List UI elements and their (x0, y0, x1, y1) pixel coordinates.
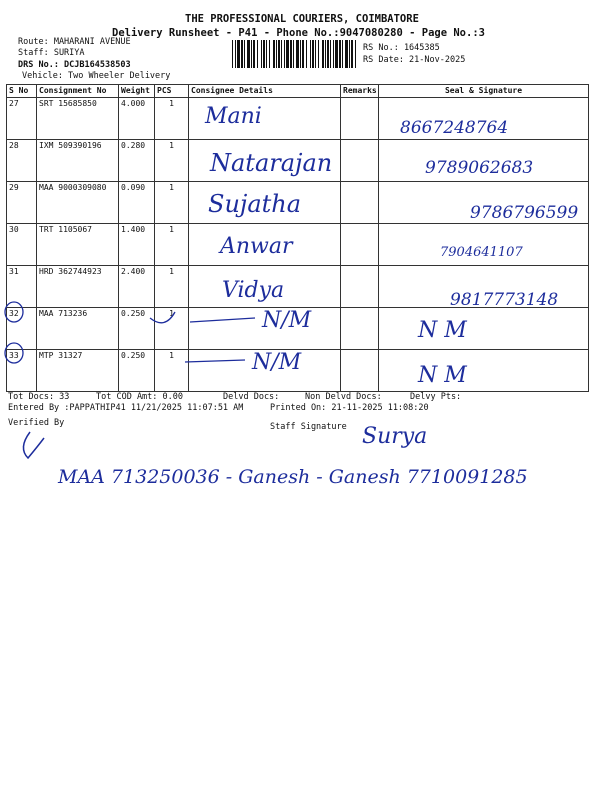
handwritten-seal-27: 8667248764 (400, 118, 509, 138)
handwritten-consignee-33: N/M (252, 350, 302, 375)
tot-docs: Tot Docs: 33 (8, 392, 70, 402)
header-sno: S No (7, 85, 37, 98)
header-remarks: Remarks (341, 85, 379, 98)
cell-consignment: IXM 509390196 (37, 140, 119, 182)
cell-consignment: SRT 15685850 (37, 98, 119, 140)
company-title: THE PROFESSIONAL COURIERS, COIMBATORE (185, 13, 419, 25)
header-seal: Seal & Signature (379, 85, 589, 98)
runsheet-title: Delivery Runsheet - P41 - Phone No.:9047080280 - Page No.:3 (112, 27, 485, 39)
cell-sno: 31 (7, 266, 37, 308)
pen-stroke (185, 360, 245, 362)
handwritten-consignee-30: Anwar (220, 234, 293, 259)
drs-label: DRS No.: DCJB164538503 (18, 60, 131, 70)
cell-pcs: 1 (155, 224, 189, 266)
cell-weight: 1.400 (119, 224, 155, 266)
handwritten-seal-31: 9817773148 (450, 290, 559, 310)
cell-pcs: 1 (155, 350, 189, 392)
cell-sno: 29 (7, 182, 37, 224)
verified-scribble (23, 432, 44, 458)
circle-mark-32 (5, 302, 23, 322)
cell-consignment: HRD 362744923 (37, 266, 119, 308)
staff-signature-label: Staff Signature (270, 422, 347, 432)
tot-cod: Tot COD Amt: 0.00 (96, 392, 183, 402)
cell-pcs: 1 (155, 182, 189, 224)
header-consignment: Consignment No (37, 85, 119, 98)
cell-weight: 0.280 (119, 140, 155, 182)
cell-pcs: 1 (155, 266, 189, 308)
cell-consignment: TRT 1105067 (37, 224, 119, 266)
cell-weight: 2.400 (119, 266, 155, 308)
rs-number: RS No.: 1645385 (363, 43, 440, 53)
header-consignee: Consignee Details (189, 85, 341, 98)
cell-weight: 0.250 (119, 308, 155, 350)
vehicle-label: Vehicle: Two Wheeler Delivery (22, 71, 171, 81)
cell-pcs: 1 (155, 98, 189, 140)
delvd-docs: Delvd Docs: (223, 392, 280, 402)
cell-sno: 32 (7, 308, 37, 350)
handwritten-consignee-27: Mani (205, 104, 262, 129)
pen-stroke (190, 318, 255, 322)
cell-sno: 27 (7, 98, 37, 140)
verified-by-label: Verified By (8, 418, 65, 428)
handwritten-seal-33: N M (418, 363, 467, 388)
handwritten-seal-29: 9786796599 (470, 203, 579, 223)
handwritten-bottom-note: MAA 713250036 - Ganesh - Ganesh 7710091285 (58, 466, 528, 488)
handwritten-seal-30: 7904641107 (440, 245, 523, 260)
cell-weight: 0.090 (119, 182, 155, 224)
cell-weight: 0.250 (119, 350, 155, 392)
handwritten-seal-28: 9789062683 (425, 158, 534, 178)
staff-label: Staff: SURIYA (18, 48, 85, 58)
staff-signature-handwriting: Surya (362, 424, 428, 449)
header-pcs: PCS (155, 85, 189, 98)
handwritten-seal-32: N M (418, 318, 467, 343)
handwritten-consignee-28: Natarajan (210, 149, 333, 177)
circle-mark-33 (5, 343, 23, 363)
delvy-pts: Delvy Pts: (410, 392, 462, 402)
cell-pcs: 1 (155, 140, 189, 182)
cell-sno: 28 (7, 140, 37, 182)
handwritten-consignee-32: N/M (262, 308, 312, 333)
printed-on: Printed On: 21-11-2025 11:08:20 (270, 403, 429, 413)
cell-pcs: 1 (155, 308, 189, 350)
pen-stroke (150, 312, 175, 323)
entered-by: Entered By :PAPPATHIP41 11/21/2025 11:07:51 AM (8, 403, 244, 413)
cell-sno: 30 (7, 224, 37, 266)
cell-consignment: MAA 713236 (37, 308, 119, 350)
handwritten-consignee-31: Vidya (222, 278, 285, 303)
cell-weight: 4.000 (119, 98, 155, 140)
header-weight: Weight (119, 85, 155, 98)
cell-consignment: MAA 9000309080 (37, 182, 119, 224)
handwritten-consignee-29: Sujatha (208, 190, 302, 218)
cell-sno: 33 (7, 350, 37, 392)
rs-date: RS Date: 21-Nov-2025 (363, 55, 466, 65)
route-label: Route: MAHARANI AVENUE (18, 37, 131, 47)
cell-consignment: MTP 31327 (37, 350, 119, 392)
non-delvd-docs: Non Delvd Docs: (305, 392, 382, 402)
